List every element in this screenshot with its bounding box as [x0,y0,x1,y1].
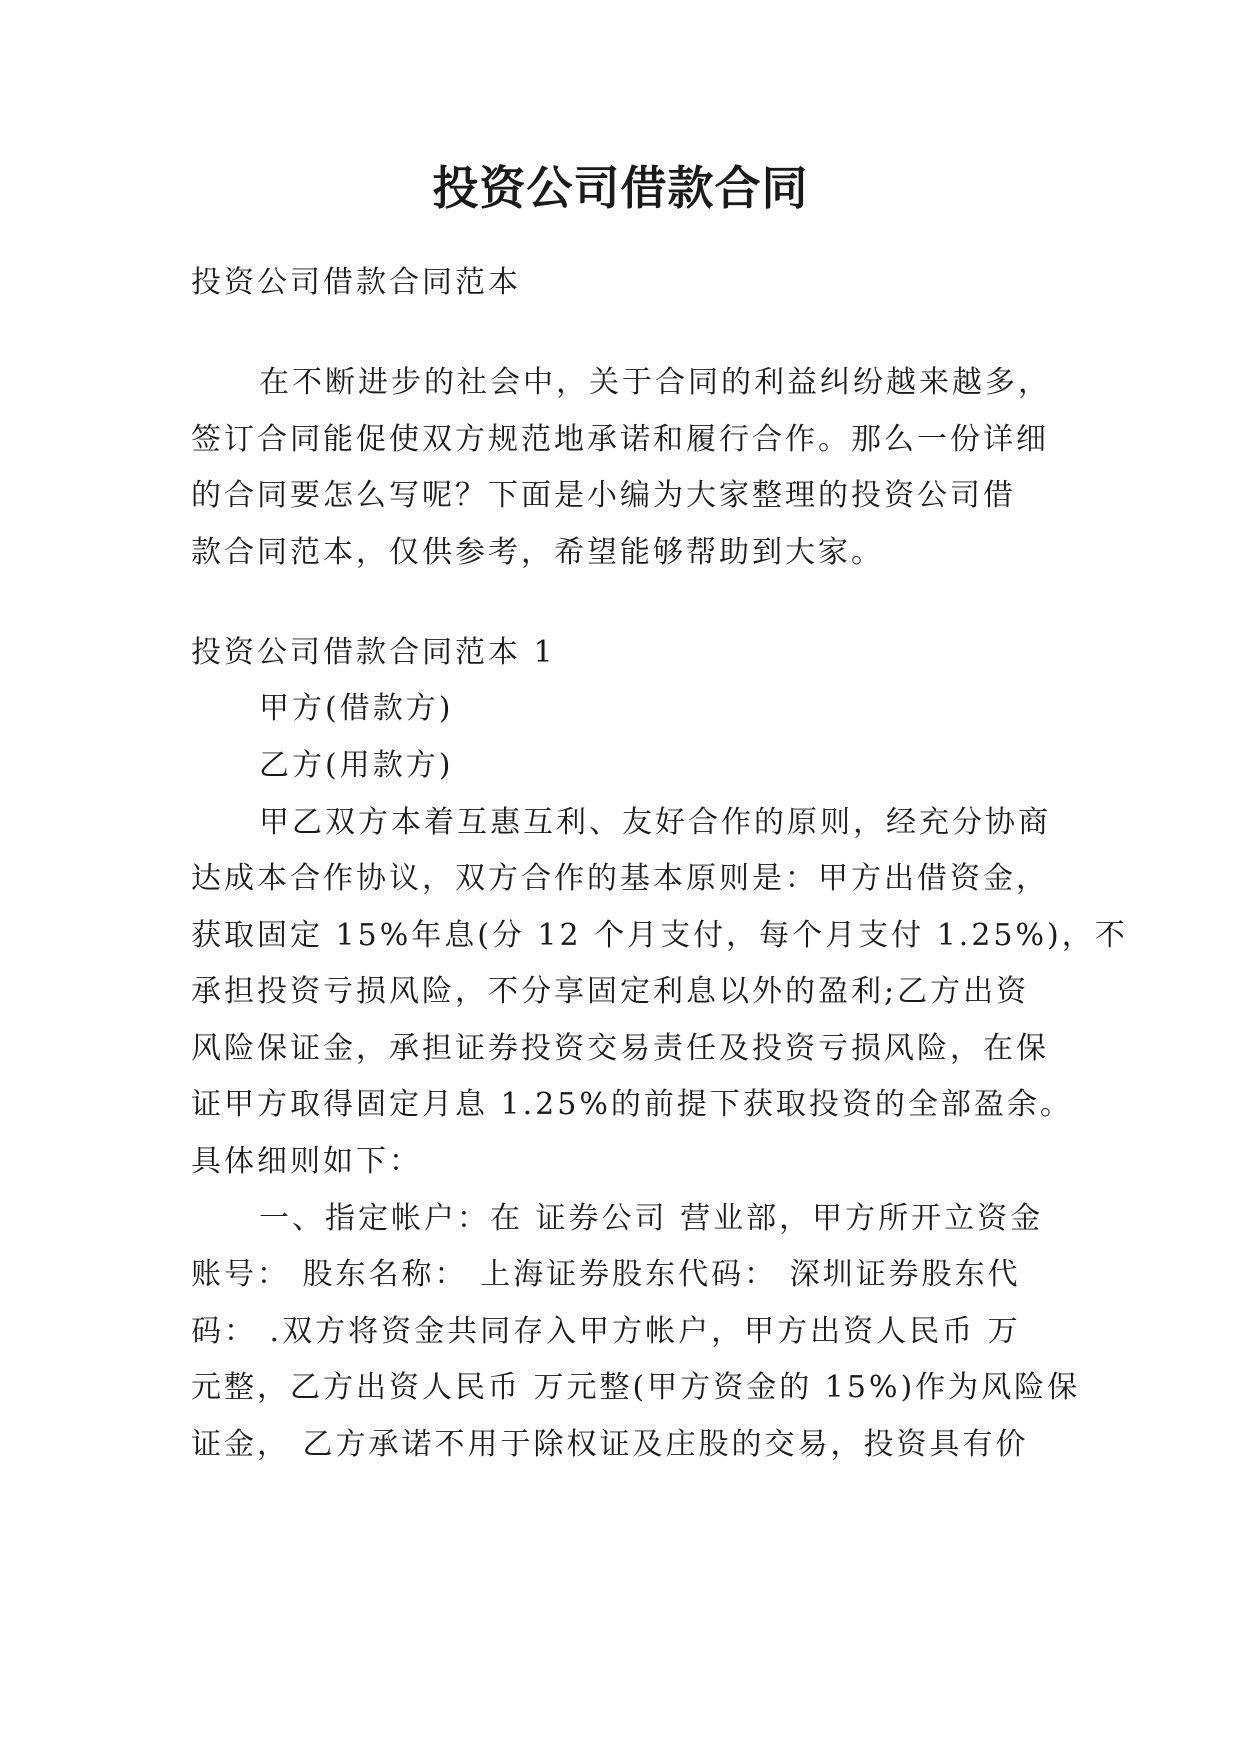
sample-heading: 投资公司借款合同范本 1 [191,635,556,670]
document-title: 投资公司借款合同 [432,161,809,215]
clause-line: 码： .双方将资金共同存入甲方帐户，甲方出资人民币 万 [191,1314,1021,1349]
intro-line: 的合同要怎么写呢？下面是小编为大家整理的投资公司借 [191,478,1016,513]
principle-line: 达成本合作协议，双方合作的基本原则是：甲方出借资金， [191,861,1049,896]
party-b-line: 乙方(用款方) [259,748,454,783]
principle-line: 具体细则如下： [191,1144,422,1179]
party-a-line: 甲方(借款方) [259,691,454,726]
intro-line: 签订合同能促使双方规范地承诺和履行合作。那么一份详细 [191,422,1049,457]
intro-line: 款合同范本，仅供参考，希望能够帮助到大家。 [191,535,884,570]
clause-line: 元整，乙方出资人民币 万元整(甲方资金的 15%)作为风险保 [191,1370,1081,1405]
principle-line: 获取固定 15%年息(分 12 个月支付，每个月支付 1.25%)，不 [191,918,1128,953]
intro-line: 在不断进步的社会中，关于合同的利益纠纷越来越多， [259,365,1051,400]
clause-line: 证金， 乙方承诺不用于除权证及庄股的交易，投资具有价 [191,1427,1029,1462]
clause-line: 一、指定帐户：在 证券公司 营业部，甲方所开立资金 [259,1201,1044,1236]
principle-line: 承担投资亏损风险，不分享固定利息以外的盈利;乙方出资 [191,974,1030,1009]
principle-line: 风险保证金，承担证券投资交易责任及投资亏损风险，在保 [191,1031,1049,1066]
principle-line: 证甲方取得固定月息 1.25%的前提下获取投资的全部盈余。 [191,1087,1073,1122]
principle-line: 甲乙双方本着互惠互利、友好合作的原则，经充分协商 [259,805,1051,840]
clause-line: 账号： 股东名称： 上海证券股东代码： 深圳证券股东代 [191,1257,1021,1292]
document-subtitle: 投资公司借款合同范本 [191,265,521,300]
